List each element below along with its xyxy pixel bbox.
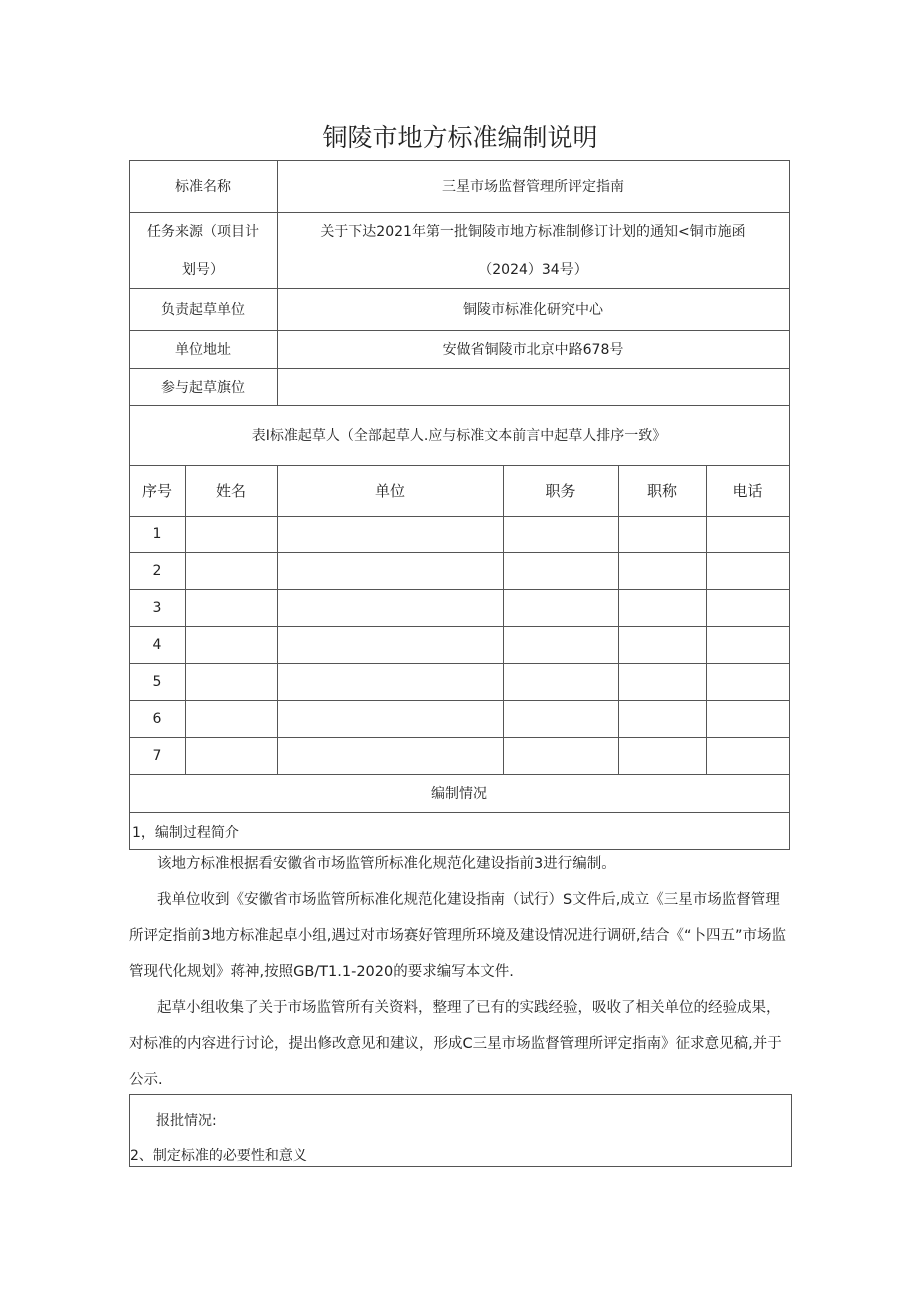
unit-value: 铜陵市标准化研究中心: [463, 302, 603, 318]
table-line: [129, 812, 790, 813]
address-value: 安做省铜陵市北京中路678号: [442, 342, 624, 358]
table-line: [129, 663, 790, 664]
row-index: 4: [152, 636, 162, 653]
paragraph: 起草小组收集了关于市场监管所有关资料，整理了已有的实践经验，吸收了相关单位的经验成果，对标准的内容进行讨论，提出修改意见和建议，形成C三星市场监督管理所评定指南》征求意见稿,并于公示.: [129, 1000, 782, 1088]
drafters-caption: 表I标准起草人（全部起草人.应与标准文本前言中起草人排序一致》: [251, 428, 667, 444]
row-index: 5: [152, 673, 162, 690]
section-heading: 编制情况: [431, 786, 487, 802]
table-line: [129, 552, 790, 553]
name-label: 标准名称: [175, 179, 231, 195]
participant-label: 参与起草旗位: [161, 379, 245, 396]
col-header-unit: 单位: [374, 482, 405, 500]
participant-value: [277, 368, 789, 405]
approval-label: 报批情况:: [156, 1113, 217, 1129]
row-index: 6: [152, 710, 162, 727]
source-label: 任务来源（项目计: [147, 224, 259, 240]
paragraph: 我单位收到《安徽省市场监管所标准化规范化建设指南（试行）S文件后,成立《三星市场监督管理所评定指前3地方标准起卓小组,遇过对市场赛好管理所环境及建设情况进行调研,结合《“卜四五”市场监管现代化规划》蒋神,按照GB/T1.1-2020的要求编写本文件.: [129, 892, 786, 980]
source-value-cont: （2024）34号）: [478, 262, 588, 278]
subsection-1: 1，编制过程简介: [132, 825, 239, 841]
address-label: 单位地址: [175, 342, 231, 358]
row-index: 3: [152, 599, 162, 616]
col-header-position: 职务: [545, 482, 576, 500]
table-line: [129, 737, 790, 738]
subsection-2: 2、制定标准的必要性和意义: [130, 1148, 307, 1164]
col-header-phone: 电话: [732, 482, 763, 500]
paragraph: 该地方标准根据看安徽省市场监管所标准化规范化建设指前3进行编制。: [157, 856, 616, 872]
document-title: 铜陵市地方标准编制说明: [322, 123, 598, 152]
col-header-name: 姓名: [215, 482, 246, 500]
source-value: 关于下达2021年第一批铜陵市地方标准制修订计划的通知<铜市施函: [320, 224, 746, 240]
col-header-title: 职称: [646, 482, 677, 500]
row-index: 7: [152, 747, 162, 764]
row-index: 2: [152, 562, 162, 579]
table-line: [129, 516, 790, 517]
table-line: [129, 700, 790, 701]
col-header-index: 序号: [141, 482, 172, 500]
unit-label: 负责起草单位: [161, 302, 245, 318]
table-line: [789, 160, 790, 849]
name-value: 三星市场监督管理所评定指南: [442, 179, 624, 195]
table-line: [129, 589, 790, 590]
source-label-cont: 划号）: [182, 262, 224, 278]
row-index: 1: [152, 526, 162, 542]
table-line: [129, 626, 790, 627]
